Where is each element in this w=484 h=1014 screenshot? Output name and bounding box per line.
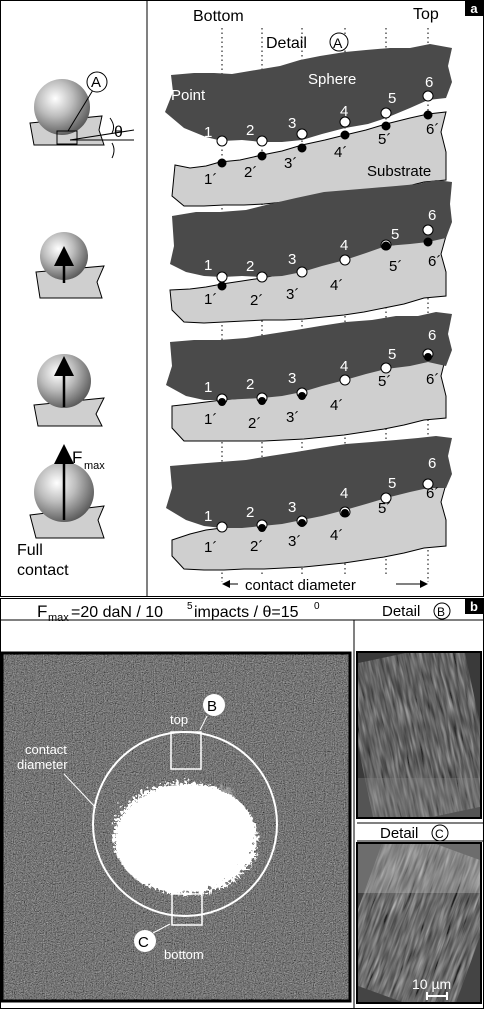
s3-sub-4: 4´ — [330, 397, 344, 414]
s2-sub-2: 2´ — [250, 292, 264, 309]
s3-sub-1: 1´ — [204, 411, 218, 428]
s1-sub-3: 3´ — [284, 155, 298, 172]
s1-sub-6: 6´ — [426, 121, 440, 138]
label-sphere: Sphere — [308, 71, 357, 88]
s4-sub-3: 3´ — [288, 533, 302, 550]
contact-diameter-label: contact diameter — [245, 577, 356, 594]
s4-sub-1: 1´ — [204, 539, 218, 556]
s1-sub-4: 4´ — [334, 144, 348, 161]
s4-sub-2: 2´ — [250, 538, 264, 555]
s4-sub-6: 6´ — [426, 485, 440, 502]
s2-num-5: 5 — [391, 226, 400, 243]
detail-b-micrograph — [341, 641, 484, 829]
marker-b-letter: B — [207, 698, 218, 715]
s4-num-1: 1 — [204, 508, 213, 525]
full-contact-line-2: contact — [17, 562, 69, 579]
s1-num-1: 1 — [204, 124, 213, 141]
s2-num-1: 1 — [204, 257, 213, 274]
contact-label-1: contact — [25, 742, 67, 757]
title-part-2: impacts / θ=15 — [194, 604, 299, 621]
label-point: Point — [171, 87, 206, 104]
title-deg: 0 — [314, 601, 320, 612]
title-f: F — [37, 602, 48, 621]
label-substrate: Substrate — [367, 163, 432, 180]
title-sup: 5 — [187, 601, 193, 612]
s2-sub-4: 4´ — [330, 277, 344, 294]
title-part-1: =20 daN / 10 — [71, 604, 164, 621]
label-top-b: top — [170, 712, 189, 727]
s1-sub-1: 1´ — [204, 171, 218, 188]
s3-num-4: 4 — [340, 358, 349, 375]
s1-num-5: 5 — [388, 90, 397, 107]
label-bottom-b: bottom — [164, 947, 204, 962]
s3-num-3: 3 — [288, 370, 297, 387]
label-bottom: Bottom — [193, 8, 244, 25]
s1-num-6: 6 — [425, 74, 434, 91]
sketch-3 — [34, 354, 104, 426]
sketch-1 — [30, 72, 134, 158]
s3-num-2: 2 — [246, 376, 255, 393]
fmax-sub: max — [84, 460, 105, 472]
s4-sub-5: 5´ — [378, 500, 392, 517]
stage-1 — [165, 44, 452, 206]
s1-num-4: 4 — [340, 103, 349, 120]
s2-sub-6: 6´ — [428, 253, 442, 270]
label-top: Top — [413, 6, 439, 23]
s3-sub-3: 3´ — [286, 409, 300, 426]
panel-a-tag: a — [465, 1, 483, 16]
scale-bar-label: 10 µm — [412, 976, 452, 992]
panel-b — [0, 598, 484, 1009]
s2-sub-1: 1´ — [204, 291, 218, 308]
s1-num-3: 3 — [288, 115, 297, 132]
s2-num-4: 4 — [340, 237, 349, 254]
detail-b-title-letter: B — [437, 605, 446, 619]
detail-a-marker-letter: A — [333, 35, 343, 51]
s2-sub-3: 3´ — [286, 286, 300, 303]
contact-label-2: diameter — [17, 757, 68, 772]
full-contact-line-1: Full — [17, 542, 43, 559]
detail-c-title: Detail — [380, 825, 419, 842]
detail-a-title: Detail — [266, 35, 307, 52]
sketch-2 — [36, 232, 104, 298]
s4-num-5: 5 — [388, 475, 397, 492]
fmax-base: F — [72, 448, 83, 467]
s2-num-2: 2 — [246, 258, 255, 275]
theta-symbol: θ — [114, 124, 123, 141]
s3-num-6: 6 — [428, 327, 437, 344]
title-sub: max — [48, 612, 69, 624]
s3-sub-5: 5´ — [378, 373, 392, 390]
s4-num-3: 3 — [288, 499, 297, 516]
panel-b-drawing — [0, 598, 484, 1009]
stage-4 — [166, 436, 452, 570]
s3-num-1: 1 — [204, 379, 213, 396]
s1-sub-2: 2´ — [244, 164, 258, 181]
s2-num-3: 3 — [288, 251, 297, 268]
s3-sub-2: 2´ — [248, 415, 262, 432]
marker-c-letter: C — [138, 934, 149, 951]
s4-num-6: 6 — [428, 455, 437, 472]
panel-b-tag: b — [465, 599, 483, 614]
stage-3 — [166, 312, 452, 441]
s4-num-2: 2 — [246, 504, 255, 521]
s2-num-6: 6 — [428, 207, 437, 224]
s1-num-2: 2 — [246, 122, 255, 139]
s2-sub-5: 5´ — [389, 258, 403, 275]
marker-a-left-letter: A — [91, 74, 102, 91]
s3-num-5: 5 — [388, 346, 397, 363]
s4-sub-4: 4´ — [330, 527, 344, 544]
detail-c-title-letter: C — [435, 827, 444, 841]
s1-sub-5: 5´ — [378, 131, 392, 148]
s4-num-4: 4 — [340, 485, 349, 502]
detail-b-title: Detail — [382, 603, 421, 620]
s3-sub-6: 6´ — [426, 371, 440, 388]
